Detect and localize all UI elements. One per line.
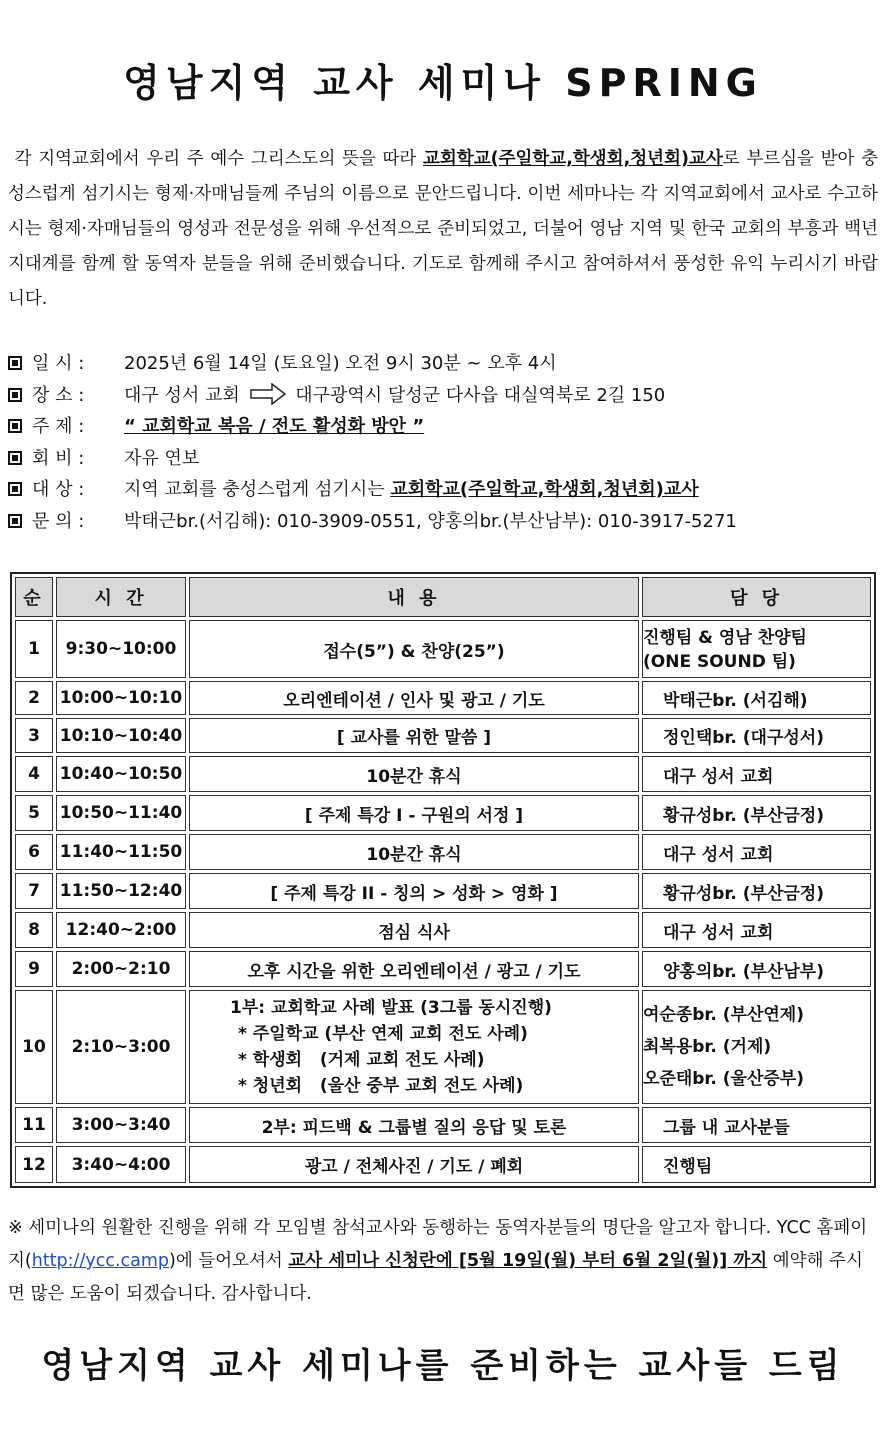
table-row: 10 2:10~3:00 1부: 교회학교 사례 발표 (3그룹 동시진행) * 주일학교 (부산 연제 교회 전도 사례) * 학생회 (거제 교회 전도 사례) * 청년회 (울산 중부 교회 전도 사례) 여순종br. (부산연제) 최복용br. (거제) 오준태br. (울산증부) — [15, 990, 871, 1104]
intro-target-bold: 교회학교(주일학교,학생회,청년회)교사 — [422, 149, 723, 169]
table-row: 2 10:00~10:10 오리엔테이션 / 인사 및 광고 / 기도 박태근br. (서김해) — [15, 681, 871, 715]
intro-text-1: 각 지역교회에서 우리 주 예수 그리스도의 뜻을 따라 — [14, 149, 423, 169]
arrow-right-icon — [250, 383, 286, 405]
checkbox-square-icon — [8, 388, 22, 402]
note-mark: ※ — [8, 1218, 23, 1238]
note-registration-period: 교사 세미나 신청란에 [5월 19일(월) 부터 6월 2일(월)] 까지 — [288, 1251, 768, 1271]
header-no: 순 — [15, 577, 53, 617]
table-row: 12 3:40~4:00 광고 / 전체사진 / 기도 / 폐회 진행팀 — [15, 1146, 871, 1183]
checkbox-square-icon — [8, 451, 22, 465]
header-lead: 담 당 — [642, 577, 871, 617]
table-row: 5 10:50~11:40 [ 주제 특강 I - 구원의 서정 ] 황규성br. (부산금정) — [15, 795, 871, 831]
header-content: 내 용 — [189, 577, 639, 617]
info-contact: 문 의 : 박태근br.(서김해): 010-3909-0551, 양홍의br.(부산남부): 010-3917-5271 — [8, 506, 878, 538]
event-info — [8, 348, 878, 537]
table-row: 8 12:40~2:00 점심 식사 대구 성서 교회 — [15, 912, 871, 948]
intro-paragraph — [8, 142, 878, 317]
table-row: 4 10:40~10:50 10분간 휴식 대구 성서 교회 — [15, 756, 871, 792]
checkbox-square-icon — [8, 419, 22, 433]
info-date: 일 시 : 2025년 6월 14일 (토요일) 오전 9시 30분 ~ 오후 4시 — [8, 348, 878, 380]
checkbox-square-icon — [8, 514, 22, 528]
table-header-row — [15, 577, 871, 617]
info-fee: 회 비 : 자유 연보 — [8, 443, 878, 475]
table-row: 3 10:10~10:40 [ 교사를 위한 말씀 ] 정인택br. (대구성서) — [15, 718, 871, 753]
page-title: 영남지역 교사 세미나 SPRING — [123, 61, 763, 105]
table-row: 7 11:50~12:40 [ 주제 특강 II - 칭의 > 성화 > 영화 ] 황규성br. (부산금정) — [15, 873, 871, 909]
checkbox-square-icon — [8, 482, 22, 496]
header-time: 시 간 — [56, 577, 186, 617]
schedule-table — [10, 572, 876, 1188]
info-theme: 주 제 : “ 교회학교 복음 / 전도 활성화 방안 ” — [8, 411, 878, 443]
checkbox-square-icon — [8, 356, 22, 370]
table-row: 9 2:00~2:10 오후 시간을 위한 오리엔테이션 / 광고 / 기도 양홍의br. (부산남부) — [15, 951, 871, 987]
table-row: 6 11:40~11:50 10분간 휴식 대구 성서 교회 — [15, 834, 871, 870]
intro-text-2: 로 부르심을 받아 충성스럽게 섬기시는 형제·자매님들께 주님의 이름으로 문안드립니다. 이번 세마나는 각 지역교회에서 교사로 수고하시는 형제·자매님들의 영성과 전문성을 위해 우선적으로 준비되었고, 더불어 영남 지역 및 한국 교회의 부흥과 백년지대계를 함께 할 동역자 분들을 위해 준비했습니다. 기도로 함께해 주시고 참여하셔서 풍성한 유익 누리시기 바랍니다. — [8, 149, 878, 309]
ycc-link[interactable]: http://ycc.camp — [31, 1251, 170, 1271]
table-row: 1 9:30~10:00 접수(5”) & 찬양(25”) 진행팀 & 영남 찬양팀 (ONE SOUND 팀) — [15, 620, 871, 678]
footer-signature: 영남지역 교사 세미나를 준비하는 교사들 드림 — [41, 1346, 845, 1386]
table-row: 11 3:00~3:40 2부: 피드백 & 그룹별 질의 응답 및 토론 그룹 내 교사분들 — [15, 1107, 871, 1143]
info-place: 장 소 : 대구 성서 교회 대구광역시 달성군 다사읍 대실역북로 2길 150 — [8, 380, 878, 412]
notice: ※ 세미나의 원활한 진행을 위해 각 모임별 참석교사와 동행하는 동역자분들의 명단을 알고자 합니다. YCC 홈페이지(http://ycc.camp)에 들어오셔서 교사 세미나 신청란에 [5월 19일(월) 부터 6월 2일(월)] 까지 예약해 주시면 많은 도움이 되겠습니다. 감사합니다. — [8, 1218, 868, 1304]
info-target: 대 상 : 지역 교회를 충성스럽게 섬기시는 교회학교(주일학교,학생회,청년회)교사 — [8, 474, 878, 506]
